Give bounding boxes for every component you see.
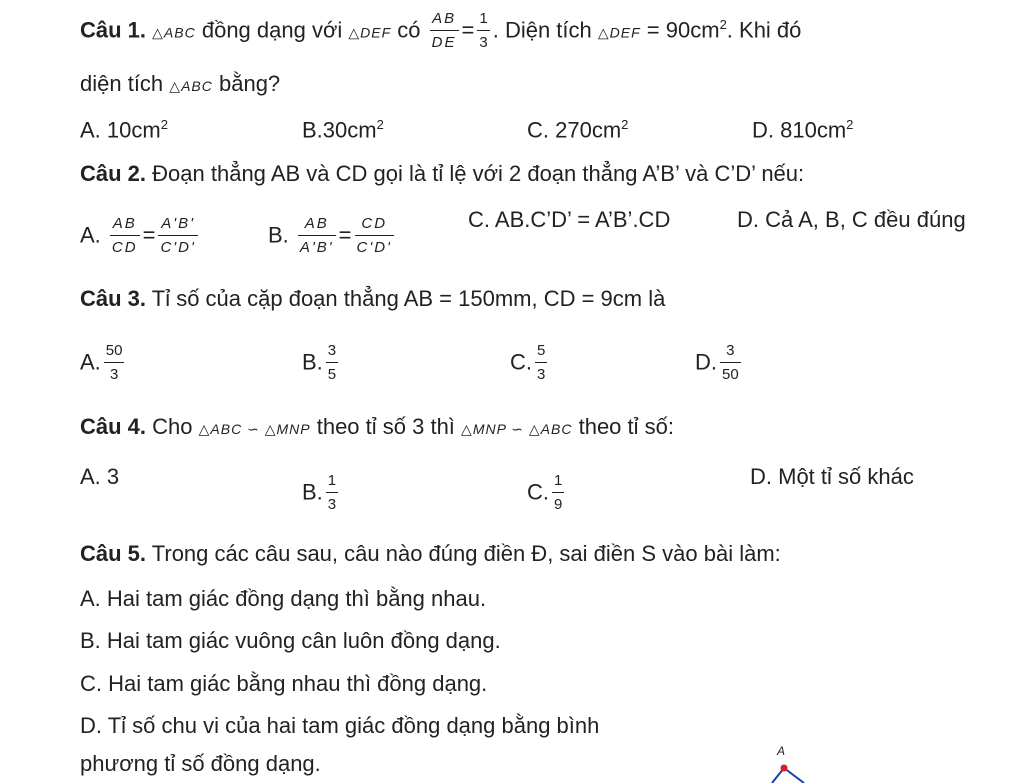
- q1-option-c: C. $270cm^2$: [527, 117, 629, 143]
- q5-line: [80, 540, 781, 568]
- q4-option-c: C. $\frac{1}{9}$: [527, 472, 563, 513]
- q5-label: Câu 5.: [80, 541, 147, 566]
- q1-text4: = 90cm: [646, 17, 720, 43]
- q1-ratio-den: 3: [479, 34, 488, 51]
- q2-label: Câu 2.: [80, 161, 147, 186]
- q4-text3: theo tỉ số:: [578, 414, 674, 439]
- q3-option-a: A. $\frac{50}{3}$: [80, 342, 123, 383]
- q5-item-a: A. Hai tam giác đồng dạng thì bằng nhau.: [80, 586, 487, 611]
- q3-option-d: D. $\frac{3}{50}$: [695, 342, 739, 383]
- q1-ratio: [477, 8, 489, 55]
- q1-line1: [80, 8, 801, 55]
- q1-label: Câu 1.: [80, 17, 147, 43]
- figure-vertex-a: [781, 765, 788, 772]
- q1-text2: có: [397, 17, 421, 43]
- q1-frac-den: DE: [431, 34, 457, 51]
- q3-text: Tỉ số của cặp đoạn thẳng AB = 150mm, CD = 9cm là: [151, 286, 666, 311]
- tri-abc-2: △ABC: [169, 78, 213, 94]
- q1-option-d: D. $810cm^2$: [752, 117, 854, 143]
- q4-similar-1: △ABC ∽ △MNP: [198, 421, 311, 437]
- q2-text: Đoạn thẳng AB và CD gọi là tỉ lệ với 2 đoạn thẳng A’B’ và C’D’ nếu:: [152, 161, 805, 186]
- tri-abc: △ABC: [152, 24, 196, 41]
- q3-option-c: C. $\frac{5}{3}$: [510, 342, 546, 383]
- q1-frac-num: AB: [430, 8, 459, 31]
- q4-label: Câu 4.: [80, 414, 147, 439]
- q1-line2-text: diện tích: [80, 71, 164, 96]
- q2-option-d: D. Cả A, B, C đều đúng: [737, 207, 966, 232]
- q1-text1: đồng dạng với: [201, 17, 343, 43]
- figure-edge-right: [784, 768, 804, 783]
- q4-option-d: D. Một tỉ số khác: [750, 464, 914, 489]
- q2-option-b: B. $\frac{AB}{A'B'}$ = $\frac{CD}{C'D'}$: [268, 215, 392, 256]
- q3-label: Câu 3.: [80, 286, 147, 311]
- q3-line: [80, 285, 665, 313]
- q4-option-a: A. 3: [80, 464, 120, 489]
- q5-item-d-cont: phương tỉ số đồng dạng.: [80, 751, 321, 776]
- q1-option-b: $B.30cm^2$: [302, 117, 384, 143]
- q5-item-b: B. Hai tam giác vuông cân luôn đồng dạng.: [80, 628, 501, 653]
- q1-line2-end: bằng?: [218, 71, 281, 96]
- q1-ratio-num: 1: [477, 8, 489, 31]
- q4-text1: Cho: [152, 414, 193, 439]
- q5-item-c: C. Hai tam giác bằng nhau thì đồng dạng.: [80, 671, 488, 696]
- q4-option-b: B. $\frac{1}{3}$: [302, 472, 337, 513]
- triangle-fragment-figure: [770, 758, 820, 783]
- q1-sup: 2: [719, 16, 727, 32]
- q1-text3: . Diện tích: [492, 17, 592, 43]
- tri-def-2: △DEF: [597, 24, 641, 41]
- q2-option-a: A. $\frac{AB}{CD}$ = $\frac{A'B'}{C'D'}$: [80, 215, 196, 256]
- q1-text5: . Khi đó: [726, 17, 802, 43]
- q4-text2: theo tỉ số 3 thì: [316, 414, 455, 439]
- q1-eq: =: [461, 17, 475, 43]
- q1-line2: [80, 70, 280, 100]
- q2-option-c: C. AB.C’D’ = A’B’.CD: [468, 207, 671, 232]
- q2-line: [80, 160, 804, 188]
- q1-option-a: A. $10cm^2$: [80, 117, 168, 143]
- q1-fraction-ab-de: [430, 8, 459, 55]
- tri-def: △DEF: [348, 24, 392, 41]
- q5-item-d: D. Tỉ số chu vi của hai tam giác đồng dạng bằng bình: [80, 713, 600, 738]
- q4-similar-2: △MNP ∽ △ABC: [461, 421, 573, 437]
- q3-option-b: B. $\frac{3}{5}$: [302, 342, 337, 383]
- figure-label-a: A: [777, 744, 786, 758]
- q5-text: Trong các câu sau, câu nào đúng điền Đ, sai điền S vào bài làm:: [151, 541, 781, 566]
- q4-line: [80, 413, 674, 443]
